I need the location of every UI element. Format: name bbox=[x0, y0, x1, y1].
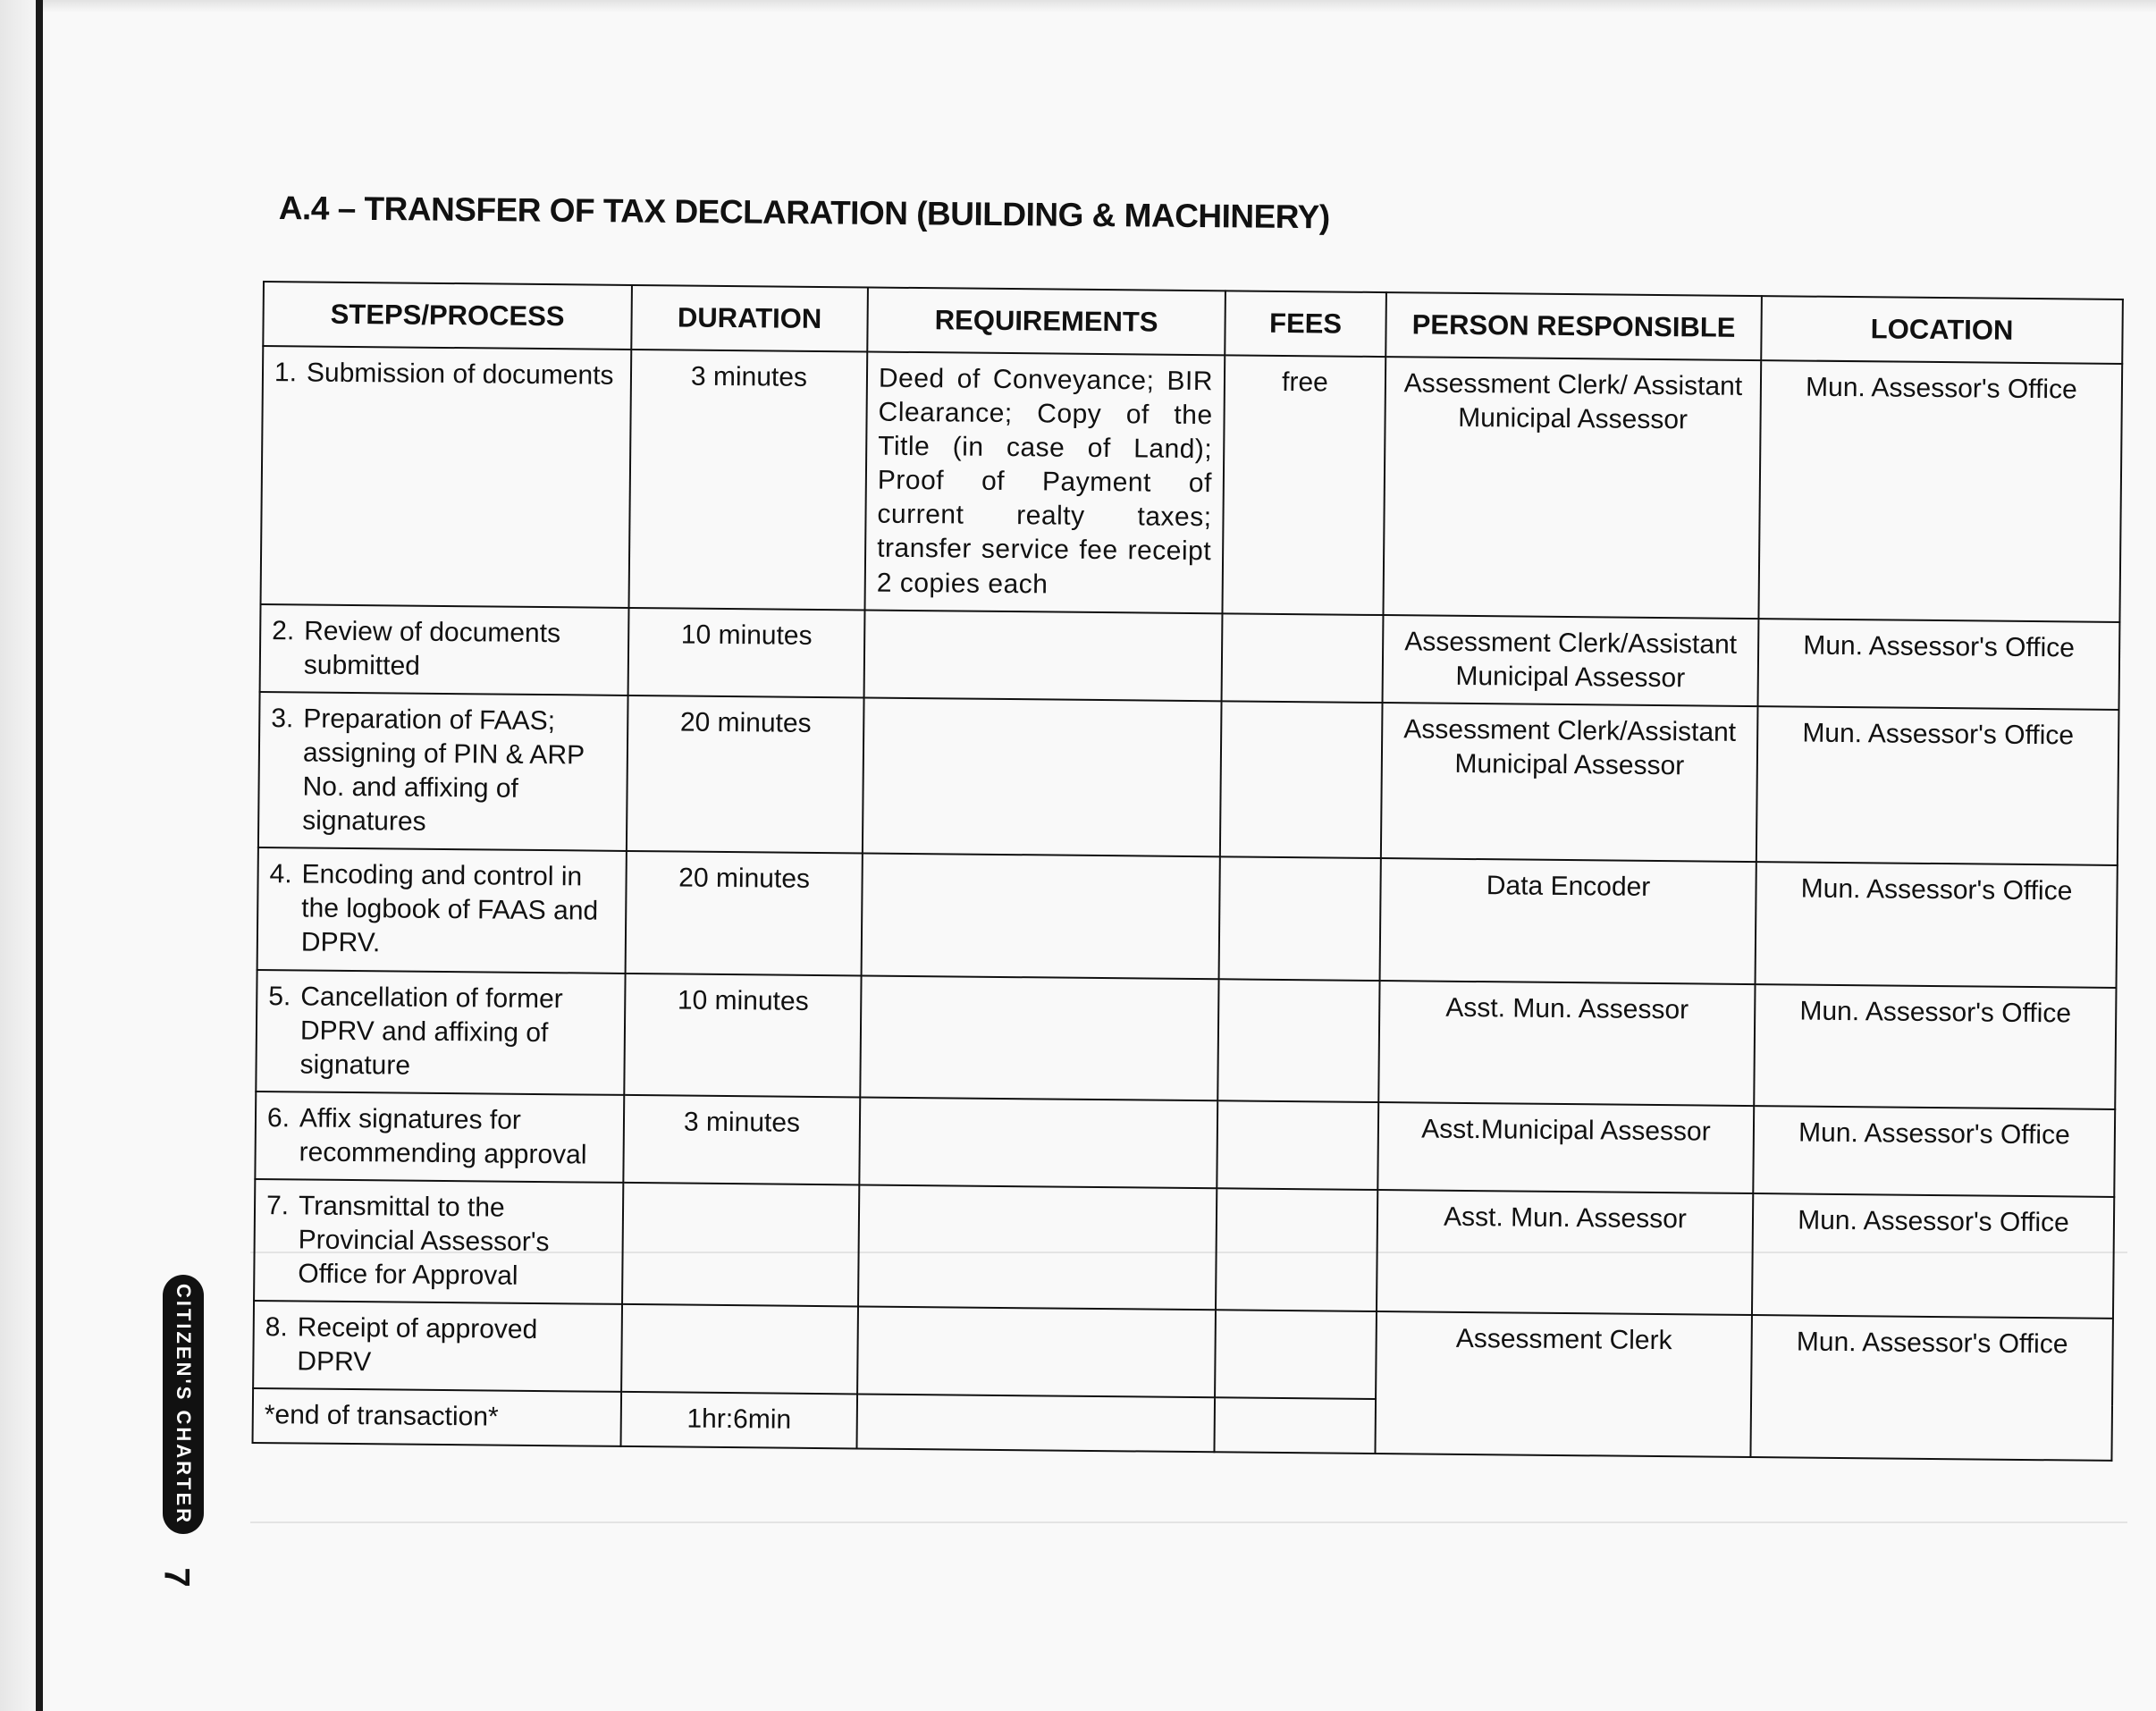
location-cell: Mun. Assessor's Office bbox=[1756, 706, 2119, 865]
person-cell: Asst.Municipal Assessor bbox=[1377, 1102, 1754, 1193]
step-cell bbox=[255, 1092, 624, 1183]
location-cell: Mun. Assessor's Office bbox=[1750, 1315, 2113, 1460]
step-text: Cancellation of former DPRV and affixing of signature bbox=[299, 981, 563, 1081]
fees-cell bbox=[1219, 857, 1381, 981]
fees-cell bbox=[1217, 1100, 1378, 1190]
step-text: Encoding and control in the logbook of FAAS and DPRV. bbox=[300, 859, 599, 958]
person-cell: Assessment Clerk/Assistant Municipal Assessor bbox=[1383, 615, 1759, 706]
step-text: Review of documents submitted bbox=[303, 616, 561, 681]
step-text: Affix signatures for recommending approval bbox=[299, 1103, 587, 1170]
step-text: Preparation of FAAS; assigning of PIN & ARP No. and affixing of signatures bbox=[302, 704, 585, 837]
step-number: 1. bbox=[274, 358, 298, 388]
duration-cell bbox=[621, 1304, 858, 1395]
fees-cell bbox=[1216, 1188, 1377, 1311]
total-duration: 1hr:6min bbox=[621, 1392, 858, 1448]
section-title: A.4 – TRANSFER OF TAX DECLARATION (BUILDING & MACHINERY) bbox=[278, 190, 1330, 236]
step-text: Receipt of approved DPRV bbox=[297, 1312, 538, 1378]
duration-cell bbox=[622, 1183, 859, 1307]
requirements-cell bbox=[864, 610, 1223, 701]
table-container bbox=[252, 281, 2124, 1461]
location-cell: Mun. Assessor's Office bbox=[1752, 1193, 2114, 1319]
table-row bbox=[254, 1179, 2114, 1319]
empty-cell bbox=[856, 1395, 1215, 1452]
location-cell: Mun. Assessor's Office bbox=[1758, 619, 2120, 710]
person-cell: Assessment Clerk bbox=[1375, 1311, 1752, 1456]
step-cell bbox=[256, 969, 625, 1094]
person-cell: Data Encoder bbox=[1380, 858, 1756, 983]
step-text: Submission of documents bbox=[306, 358, 614, 391]
duration-cell: 20 minutes bbox=[627, 695, 864, 854]
requirements-cell bbox=[857, 1307, 1216, 1398]
table-row bbox=[261, 346, 2123, 622]
person-cell: Assessment Clerk/ Assistant Municipal Assessor bbox=[1383, 357, 1761, 619]
charter-table bbox=[252, 281, 2124, 1461]
duration-cell: 20 minutes bbox=[626, 851, 863, 975]
step-cell bbox=[254, 1179, 623, 1304]
fees-cell bbox=[1215, 1311, 1377, 1400]
citizens-charter-tab bbox=[163, 1275, 204, 1534]
binding-shadow bbox=[0, 0, 36, 1711]
side-tab-label: CITIZEN'S CHARTER bbox=[173, 1283, 195, 1526]
duration-cell: 3 minutes bbox=[623, 1095, 860, 1185]
fees-cell bbox=[1217, 979, 1379, 1102]
step-number: 6. bbox=[266, 1102, 291, 1134]
location-cell: Mun. Assessor's Office bbox=[1754, 984, 2116, 1109]
requirements-cell bbox=[860, 975, 1218, 1100]
location-cell: Mun. Assessor's Office bbox=[1753, 1106, 2115, 1197]
header-requirements: REQUIREMENTS bbox=[867, 287, 1225, 355]
page-number: 7 bbox=[156, 1567, 197, 1588]
binding-edge bbox=[36, 0, 43, 1711]
requirements-cell bbox=[862, 854, 1220, 979]
step-number: 2. bbox=[272, 615, 295, 646]
step-cell bbox=[257, 847, 627, 973]
requirements-cell bbox=[859, 1097, 1217, 1188]
step-number: 5. bbox=[268, 981, 291, 1011]
person-cell: Assessment Clerk/Assistant Municipal Assessor bbox=[1381, 703, 1758, 862]
header-steps: STEPS/PROCESS bbox=[263, 282, 632, 350]
step-number: 8. bbox=[265, 1312, 288, 1343]
requirements-cell bbox=[858, 1184, 1217, 1310]
duration-cell: 10 minutes bbox=[624, 973, 861, 1097]
table-row bbox=[258, 692, 2119, 865]
person-cell: Asst. Mun. Assessor bbox=[1377, 1190, 1753, 1315]
header-fees: FEES bbox=[1225, 291, 1386, 357]
step-text: Transmittal to the Provincial Assessor's Office for Approval bbox=[298, 1191, 550, 1291]
table-row bbox=[257, 847, 2118, 987]
fees-cell bbox=[1222, 613, 1384, 703]
person-cell: Asst. Mun. Assessor bbox=[1378, 981, 1755, 1106]
fees-cell: free bbox=[1222, 355, 1385, 614]
step-cell bbox=[253, 1301, 622, 1392]
location-cell: Mun. Assessor's Office bbox=[1758, 360, 2122, 622]
duration-cell: 10 minutes bbox=[628, 608, 865, 698]
requirements-cell bbox=[863, 697, 1222, 856]
step-cell bbox=[258, 692, 628, 851]
step-number: 3. bbox=[271, 703, 294, 734]
step-cell bbox=[261, 346, 632, 608]
step-number: 4. bbox=[269, 859, 292, 889]
step-number: 7. bbox=[265, 1191, 290, 1221]
table-row bbox=[256, 969, 2116, 1108]
fees-cell bbox=[1220, 701, 1383, 858]
location-cell: Mun. Assessor's Office bbox=[1756, 862, 2118, 987]
step-cell bbox=[260, 604, 629, 695]
header-duration: DURATION bbox=[631, 285, 868, 352]
duration-cell: 3 minutes bbox=[629, 350, 868, 610]
empty-cell bbox=[1214, 1398, 1376, 1454]
requirements-cell: Deed of Conveyance; BIR Clearance; Copy of the Title (in case of Land); Proof of Payment of current realty taxes; transfer service fee receipt 2 copies each bbox=[864, 351, 1225, 612]
header-location: LOCATION bbox=[1761, 296, 2123, 364]
top-shadow bbox=[43, 0, 2156, 13]
header-person: PERSON RESPONSIBLE bbox=[1385, 292, 1762, 360]
end-label: *end of transaction* bbox=[253, 1388, 622, 1446]
